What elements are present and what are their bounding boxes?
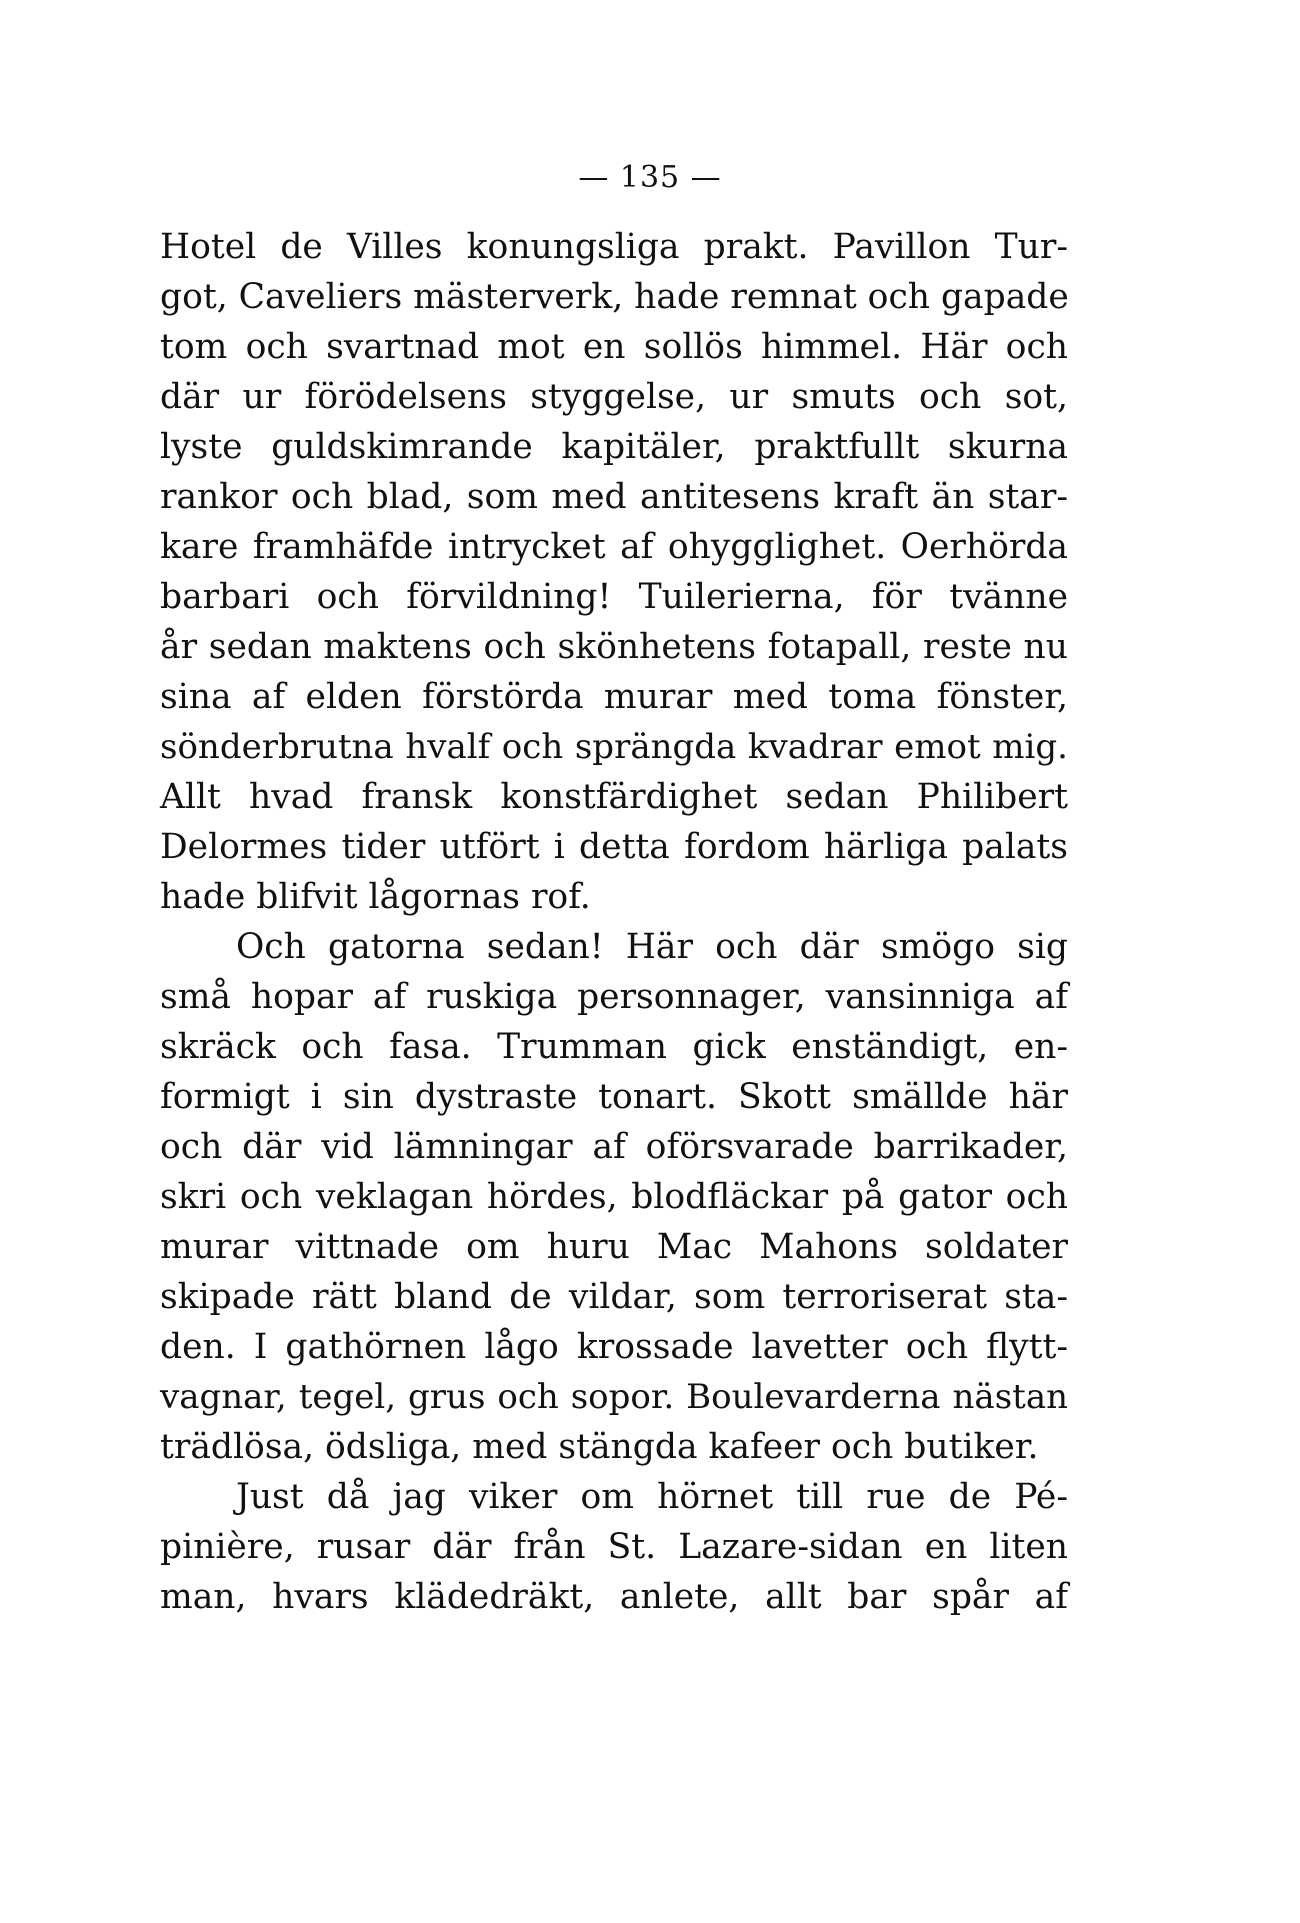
text-line: Delormes tider utfört i detta fordom härliga palats (160, 827, 1068, 867)
text-line: där ur förödelsens styggelse, ur smuts och sot, (160, 377, 1068, 417)
text-line: vagnar, tegel, grus och sopor. Boulevarderna nästan (160, 1377, 1068, 1417)
text-line: skri och veklagan hördes, blodfläckar på gator och (160, 1177, 1068, 1217)
text-line: och där vid lämningar af oförsvarade barrikader, (160, 1127, 1068, 1167)
text-line: sönderbrutna hvalf och sprängda kvadrar emot mig. (160, 727, 1068, 767)
text-line: barbari och förvildning! Tuilerierna, för tvänne (160, 577, 1068, 617)
body-text (160, 222, 1068, 1622)
text-line: murar vittnade om huru Mac Mahons soldater (160, 1227, 1068, 1267)
text-line: tom och svartnad mot en sollös himmel. Här och (160, 327, 1068, 367)
text-line: man, hvars klädedräkt, anlete, allt bar spår af (160, 1577, 1068, 1617)
text-line: skipade rätt bland de vildar, som terroriserat sta- (160, 1277, 1068, 1317)
text-line: år sedan maktens och skönhetens fotapall, reste nu (160, 627, 1068, 667)
text-line: Och gatorna sedan! Här och där smögo sig (236, 927, 1068, 967)
text-line: pinière, rusar där från St. Lazare-sidan en liten (160, 1527, 1068, 1567)
text-line: trädlösa, ödsliga, med stängda kafeer och butiker. (160, 1427, 1039, 1467)
text-line: rankor och blad, som med antitesens kraft än star- (160, 477, 1068, 517)
text-line: Hotel de Villes konungsliga prakt. Pavillon Tur- (160, 227, 1068, 267)
text-line: formigt i sin dystraste tonart. Skott smällde här (160, 1077, 1068, 1117)
text-line: Just då jag viker om hörnet till rue de Pé- (236, 1477, 1068, 1517)
text-line: den. I gathörnen lågo krossade lavetter och flytt- (160, 1327, 1068, 1367)
text-line: skräck och fasa. Trumman gick enständigt, en- (160, 1027, 1068, 1067)
text-line: kare framhäfde intrycket af ohygglighet. Oerhörda (160, 527, 1068, 567)
page-number: — 135 — (578, 160, 722, 195)
text-line: lyste guldskimrande kapitäler, praktfullt skurna (160, 427, 1068, 467)
text-line: sina af elden förstörda murar med toma fönster, (160, 677, 1068, 717)
text-line: Allt hvad fransk konstfärdighet sedan Philibert (160, 777, 1068, 817)
text-line: got, Caveliers mästerverk, hade remnat och gapade (160, 277, 1069, 317)
text-line: hade blifvit lågornas rof. (160, 877, 591, 917)
text-line: små hopar af ruskiga personnager, vansinniga af (160, 977, 1068, 1017)
